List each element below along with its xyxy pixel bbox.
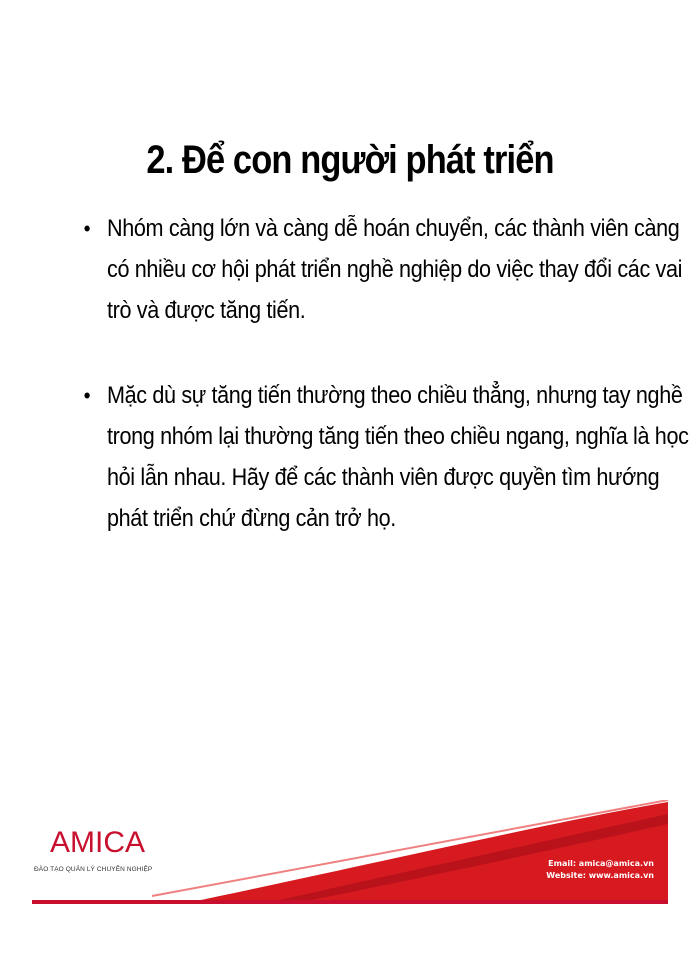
logo-wordmark: AMICA [50, 826, 146, 859]
slide-title: 2. Để con người phát triển [146, 138, 554, 182]
logo-tagline: ĐÀO TẠO QUẢN LÝ CHUYÊN NGHIỆP [34, 866, 153, 873]
bullet-list [80, 208, 689, 539]
bullet-text: Mặc dù sự tăng tiến thường theo chiều thẳng, nhưng tay nghề trong nhóm lại thường tăng tiến theo chiều ngang, nghĩa là học hỏi lẫn nhau. Hãy để các thành viên được quyền tìm hướng phát triển chứ đừng cản trở họ. [107, 382, 689, 532]
bullet-marker: • [83, 216, 91, 241]
bullet-marker: • [83, 383, 91, 408]
contact-info [546, 858, 654, 882]
contact-website: Website: www.amica.vn [546, 871, 654, 880]
amica-logo [32, 824, 153, 884]
bullet-item [80, 208, 692, 331]
bullet-item [80, 375, 692, 539]
footer [32, 800, 668, 904]
bullet-text: Nhóm càng lớn và càng dễ hoán chuyển, các thành viên càng có nhiều cơ hội phát triển nghề nghiệp do việc thay đổi các vai trò và được tăng tiến. [107, 215, 683, 324]
contact-email: Email: amica@amica.vn [548, 859, 654, 868]
